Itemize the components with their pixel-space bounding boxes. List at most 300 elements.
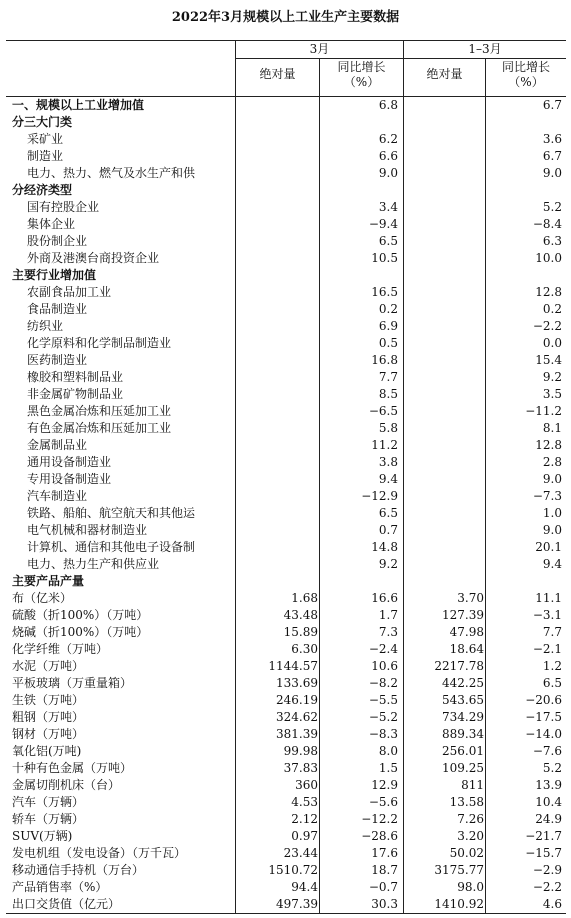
cell-yoy-growth: 8.0 — [378, 744, 398, 758]
header-abs-march: 绝对量 — [259, 67, 296, 81]
cell-absolute-value — [236, 335, 318, 352]
cell-absolute-value — [404, 556, 484, 573]
cell-yoy-growth: −2.1 — [532, 642, 562, 656]
cell-absolute-value: 23.44 — [283, 846, 318, 860]
cell-yoy-growth: 6.9 — [378, 319, 398, 333]
table-row — [0, 556, 571, 573]
cell-absolute-value: 99.98 — [283, 744, 318, 758]
cell-yoy-growth: −6.5 — [368, 404, 398, 418]
cell-yoy-growth: −8.2 — [368, 676, 398, 690]
cell-yoy-growth: −17.5 — [525, 710, 562, 724]
table-row — [0, 607, 571, 624]
cell-absolute-value — [404, 335, 484, 352]
cell-absolute-value: 3.70 — [457, 591, 484, 605]
cell-absolute-value — [236, 114, 318, 131]
cell-yoy-growth: −20.6 — [525, 693, 562, 707]
header-yoy-q1 — [486, 60, 566, 90]
row-label: 非金属矿物制品业 — [27, 387, 124, 401]
cell-yoy-growth: −2.4 — [368, 642, 398, 656]
table-row — [0, 182, 571, 199]
table-row — [0, 284, 571, 301]
cell-absolute-value — [404, 369, 484, 386]
cell-yoy-growth: 1.0 — [542, 506, 562, 520]
row-label: 主要行业增加值 — [12, 268, 97, 282]
cell-absolute-value — [404, 165, 484, 182]
table-row — [0, 624, 571, 641]
cell-absolute-value — [404, 216, 484, 233]
cell-yoy-growth: 3.6 — [542, 132, 562, 146]
row-label: 外商及港澳台商投资企业 — [27, 251, 160, 265]
row-label: 汽车制造业 — [27, 489, 88, 503]
table-row — [0, 658, 571, 675]
cell-absolute-value — [236, 301, 318, 318]
cell-yoy-growth: 3.4 — [378, 200, 398, 214]
cell-yoy-growth: 0.2 — [542, 302, 562, 316]
cell-yoy-growth: 6.8 — [378, 98, 398, 112]
cell-absolute-value: 133.69 — [276, 676, 318, 690]
cell-absolute-value — [236, 488, 318, 505]
row-label: 电力、热力、燃气及水生产和供 — [27, 166, 196, 180]
cell-absolute-value — [236, 216, 318, 233]
cell-yoy-growth: 10.5 — [371, 251, 398, 265]
cell-yoy-growth: 0.0 — [542, 336, 562, 350]
table-row — [0, 590, 571, 607]
table-row — [0, 114, 571, 131]
cell-absolute-value: 109.25 — [442, 761, 484, 775]
cell-absolute-value — [236, 182, 318, 199]
header-yoy-line2: （%） — [343, 75, 380, 89]
header-yoy-line2: （%） — [508, 75, 544, 89]
cell-absolute-value — [404, 97, 484, 114]
row-label: 分经济类型 — [12, 183, 73, 197]
cell-yoy-growth — [486, 114, 562, 131]
cell-absolute-value: 15.89 — [283, 625, 318, 639]
cell-absolute-value: 497.39 — [276, 897, 318, 911]
table-row — [0, 250, 571, 267]
table-top-rule — [6, 40, 566, 41]
cell-yoy-growth: 16.6 — [371, 591, 398, 605]
cell-absolute-value: 2.12 — [291, 812, 318, 826]
row-label: 产品销售率（%） — [12, 880, 108, 894]
cell-yoy-growth: 15.4 — [535, 353, 562, 367]
cell-yoy-growth: 6.2 — [378, 132, 398, 146]
table-row — [0, 539, 571, 556]
table-row — [0, 199, 571, 216]
cell-absolute-value — [236, 352, 318, 369]
cell-absolute-value — [404, 148, 484, 165]
header-abs-q1: 绝对量 — [426, 67, 463, 81]
table-row — [0, 573, 571, 590]
row-label: 氧化铝(万吨) — [12, 744, 82, 758]
cell-yoy-growth: 13.9 — [535, 778, 562, 792]
cell-absolute-value: 442.25 — [442, 676, 484, 690]
cell-yoy-growth: 18.7 — [371, 863, 398, 877]
cell-yoy-growth: 3.8 — [378, 455, 398, 469]
cell-absolute-value: 543.65 — [442, 693, 484, 707]
table-row — [0, 454, 571, 471]
row-label: 铁路、船舶、航空航天和其他运 — [27, 506, 196, 520]
cell-absolute-value: 1.68 — [291, 591, 318, 605]
row-label: 十种有色金属（万吨） — [12, 761, 133, 775]
row-label: 电力、热力生产和供应业 — [27, 557, 160, 571]
cell-yoy-growth: 0.5 — [378, 336, 398, 350]
cell-absolute-value — [236, 148, 318, 165]
cell-yoy-growth: 9.0 — [542, 523, 562, 537]
table-row — [0, 777, 571, 794]
cell-absolute-value — [404, 454, 484, 471]
table-row — [0, 845, 571, 862]
cell-yoy-growth: 10.4 — [535, 795, 562, 809]
row-label: 生铁（万吨） — [12, 693, 85, 707]
row-label: 汽车（万辆） — [12, 795, 85, 809]
cell-absolute-value — [404, 403, 484, 420]
table-row — [0, 148, 571, 165]
cell-absolute-value: 889.34 — [442, 727, 484, 741]
row-label: 医药制造业 — [27, 353, 88, 367]
cell-yoy-growth: −2.2 — [532, 319, 562, 333]
table-row — [0, 233, 571, 250]
header-group-q1: 1–3月 — [468, 42, 502, 56]
cell-yoy-growth: 6.6 — [378, 149, 398, 163]
table-row — [0, 216, 571, 233]
cell-yoy-growth: −21.7 — [525, 829, 562, 843]
row-label: 一、规模以上工业增加值 — [12, 98, 145, 112]
row-label: 通用设备制造业 — [27, 455, 112, 469]
cell-yoy-growth: −9.4 — [368, 217, 398, 231]
cell-yoy-growth: 12.8 — [535, 285, 562, 299]
cell-yoy-growth: −12.9 — [361, 489, 398, 503]
cell-yoy-growth: 8.5 — [378, 387, 398, 401]
cell-absolute-value — [404, 284, 484, 301]
cell-yoy-growth: −5.6 — [368, 795, 398, 809]
cell-yoy-growth — [320, 182, 398, 199]
cell-absolute-value — [404, 573, 484, 590]
cell-absolute-value — [236, 454, 318, 471]
cell-yoy-growth: 16.5 — [371, 285, 398, 299]
cell-yoy-growth: 1.2 — [542, 659, 562, 673]
cell-yoy-growth: −5.5 — [368, 693, 398, 707]
row-label: 采矿业 — [27, 132, 64, 146]
row-label: 金属切削机床（台） — [12, 778, 121, 792]
cell-absolute-value: 246.19 — [276, 693, 318, 707]
row-label: 制造业 — [27, 149, 64, 163]
cell-yoy-growth — [486, 267, 562, 284]
row-label: 布（亿米） — [12, 591, 73, 605]
row-label: 移动通信手持机（万台） — [12, 863, 145, 877]
cell-absolute-value — [236, 403, 318, 420]
cell-absolute-value — [404, 114, 484, 131]
cell-absolute-value — [236, 165, 318, 182]
table-row — [0, 675, 571, 692]
table-row — [0, 386, 571, 403]
cell-absolute-value — [236, 420, 318, 437]
cell-yoy-growth: 1.7 — [378, 608, 398, 622]
row-label: 食品制造业 — [27, 302, 88, 316]
cell-yoy-growth: 3.5 — [542, 387, 562, 401]
cell-yoy-growth: −2.9 — [532, 863, 562, 877]
table-row — [0, 522, 571, 539]
cell-absolute-value — [236, 233, 318, 250]
row-label: 金属制品业 — [27, 438, 88, 452]
row-label: 有色金属冶炼和压延加工业 — [27, 421, 172, 435]
cell-yoy-growth: 0.2 — [378, 302, 398, 316]
cell-absolute-value: 4.53 — [291, 795, 318, 809]
cell-yoy-growth: 6.5 — [542, 676, 562, 690]
cell-yoy-growth: 9.2 — [378, 557, 398, 571]
cell-yoy-growth: 12.8 — [535, 438, 562, 452]
row-label: 出口交货值（亿元） — [12, 897, 121, 911]
cell-yoy-growth: −12.2 — [361, 812, 398, 826]
table-row — [0, 692, 571, 709]
cell-absolute-value — [404, 182, 484, 199]
cell-absolute-value — [236, 437, 318, 454]
table-row — [0, 437, 571, 454]
table-row — [0, 760, 571, 777]
cell-absolute-value — [236, 318, 318, 335]
table-row — [0, 352, 571, 369]
cell-absolute-value — [236, 471, 318, 488]
cell-yoy-growth: 30.3 — [371, 897, 398, 911]
cell-absolute-value — [404, 522, 484, 539]
table-row — [0, 165, 571, 182]
cell-yoy-growth: 5.2 — [542, 761, 562, 775]
cell-yoy-growth: 7.7 — [378, 370, 398, 384]
row-label: 发电机组（发电设备）（万千瓦） — [12, 846, 187, 860]
table-row — [0, 488, 571, 505]
header-yoy-line1: 同比增长 — [337, 60, 386, 74]
cell-absolute-value: 127.39 — [442, 608, 484, 622]
cell-absolute-value — [236, 267, 318, 284]
cell-absolute-value: 0.97 — [291, 829, 318, 843]
cell-absolute-value — [404, 539, 484, 556]
row-label: 集体企业 — [27, 217, 76, 231]
table-row — [0, 301, 571, 318]
cell-absolute-value: 98.0 — [457, 880, 484, 894]
cell-yoy-growth — [320, 267, 398, 284]
cell-absolute-value — [404, 131, 484, 148]
cell-absolute-value — [236, 250, 318, 267]
table-row — [0, 369, 571, 386]
cell-yoy-growth: −3.1 — [532, 608, 562, 622]
cell-absolute-value: 360 — [295, 778, 318, 792]
cell-absolute-value — [404, 386, 484, 403]
cell-absolute-value — [404, 318, 484, 335]
table-row — [0, 471, 571, 488]
table-row — [0, 267, 571, 284]
table-row — [0, 879, 571, 896]
row-label: 粗钢（万吨） — [12, 710, 85, 724]
row-label: 平板玻璃（万重量箱） — [12, 676, 133, 690]
cell-absolute-value — [236, 505, 318, 522]
cell-yoy-growth: 9.2 — [542, 370, 562, 384]
cell-absolute-value: 43.48 — [283, 608, 318, 622]
cell-absolute-value — [404, 352, 484, 369]
row-label: 轿车（万辆） — [12, 812, 85, 826]
cell-absolute-value — [236, 386, 318, 403]
cell-yoy-growth: 8.1 — [542, 421, 562, 435]
header-group-march: 3月 — [309, 42, 330, 56]
cell-yoy-growth: 14.8 — [371, 540, 398, 554]
group-divider — [236, 58, 566, 59]
row-label: 主要产品产量 — [12, 574, 85, 588]
cell-absolute-value: 47.98 — [449, 625, 484, 639]
cell-yoy-growth — [320, 114, 398, 131]
cell-yoy-growth: 9.4 — [378, 472, 398, 486]
table-row — [0, 403, 571, 420]
row-label: 专用设备制造业 — [27, 472, 112, 486]
cell-absolute-value: 256.01 — [442, 744, 484, 758]
row-label: 化学原料和化学制品制造业 — [27, 336, 172, 350]
table-row — [0, 131, 571, 148]
cell-yoy-growth: −7.3 — [532, 489, 562, 503]
cell-yoy-growth — [320, 573, 398, 590]
table-row — [0, 862, 571, 879]
cell-absolute-value — [404, 233, 484, 250]
row-label: 农副食品加工业 — [27, 285, 112, 299]
row-label: 电气机械和器材制造业 — [27, 523, 148, 537]
cell-yoy-growth: −11.2 — [525, 404, 562, 418]
cell-yoy-growth: 6.3 — [542, 234, 562, 248]
table-row — [0, 743, 571, 760]
table-row — [0, 709, 571, 726]
cell-absolute-value — [236, 573, 318, 590]
cell-yoy-growth: 9.4 — [542, 557, 562, 571]
cell-absolute-value — [404, 437, 484, 454]
cell-absolute-value — [404, 505, 484, 522]
row-label: 钢材（万吨） — [12, 727, 85, 741]
cell-absolute-value — [236, 539, 318, 556]
row-label: 计算机、通信和其他电子设备制 — [27, 540, 196, 554]
table-row — [0, 811, 571, 828]
cell-yoy-growth: −15.7 — [525, 846, 562, 860]
cell-yoy-growth: 11.1 — [535, 591, 562, 605]
cell-yoy-growth: 10.0 — [535, 251, 562, 265]
table-row — [0, 828, 571, 845]
cell-absolute-value: 37.83 — [283, 761, 318, 775]
cell-absolute-value — [404, 471, 484, 488]
cell-yoy-growth: −8.4 — [532, 217, 562, 231]
table-row — [0, 896, 571, 913]
cell-absolute-value: 6.30 — [291, 642, 318, 656]
cell-absolute-value: 324.62 — [276, 710, 318, 724]
cell-absolute-value: 50.02 — [449, 846, 484, 860]
cell-yoy-growth: 6.7 — [542, 98, 562, 112]
table-bottom-rule — [6, 913, 566, 914]
cell-yoy-growth: 20.1 — [535, 540, 562, 554]
cell-absolute-value — [404, 488, 484, 505]
cell-yoy-growth: 5.2 — [542, 200, 562, 214]
row-label: 烧碱（折100%）（万吨） — [12, 625, 149, 639]
cell-yoy-growth — [486, 182, 562, 199]
cell-absolute-value: 1410.92 — [434, 897, 484, 911]
cell-absolute-value — [236, 556, 318, 573]
cell-absolute-value: 2217.78 — [434, 659, 484, 673]
cell-yoy-growth: 10.6 — [371, 659, 398, 673]
cell-yoy-growth: 5.8 — [378, 421, 398, 435]
row-label: 黑色金属冶炼和压延加工业 — [27, 404, 172, 418]
cell-absolute-value — [404, 199, 484, 216]
cell-absolute-value: 1144.57 — [268, 659, 318, 673]
row-label: SUV(万辆) — [12, 829, 73, 843]
cell-yoy-growth: 2.8 — [542, 455, 562, 469]
cell-yoy-growth: 6.5 — [378, 234, 398, 248]
cell-yoy-growth: 9.0 — [542, 166, 562, 180]
cell-yoy-growth: −7.6 — [532, 744, 562, 758]
cell-absolute-value — [236, 199, 318, 216]
cell-yoy-growth: −8.3 — [368, 727, 398, 741]
cell-yoy-growth: 16.8 — [371, 353, 398, 367]
cell-yoy-growth: −0.7 — [368, 880, 398, 894]
cell-yoy-growth: 6.7 — [542, 149, 562, 163]
cell-yoy-growth: −14.0 — [525, 727, 562, 741]
cell-yoy-growth: −28.6 — [361, 829, 398, 843]
cell-yoy-growth: 17.6 — [371, 846, 398, 860]
row-label: 化学纤维（万吨） — [12, 642, 109, 656]
row-label: 纺织业 — [27, 319, 64, 333]
table-row — [0, 335, 571, 352]
cell-yoy-growth: −5.2 — [368, 710, 398, 724]
cell-absolute-value — [404, 420, 484, 437]
row-label: 硫酸（折100%）（万吨） — [12, 608, 149, 622]
cell-absolute-value: 3175.77 — [434, 863, 484, 877]
row-label: 股份制企业 — [27, 234, 88, 248]
header-yoy-line1: 同比增长 — [501, 60, 550, 74]
table-row — [0, 726, 571, 743]
header-yoy-march — [320, 60, 403, 90]
table-row — [0, 420, 571, 437]
cell-absolute-value — [236, 522, 318, 539]
cell-absolute-value: 13.58 — [449, 795, 484, 809]
row-label: 橡胶和塑料制品业 — [27, 370, 124, 384]
cell-yoy-growth: 7.7 — [542, 625, 562, 639]
cell-yoy-growth: 12.9 — [371, 778, 398, 792]
cell-absolute-value — [236, 131, 318, 148]
table-row — [0, 318, 571, 335]
table-row — [0, 505, 571, 522]
cell-absolute-value — [404, 267, 484, 284]
cell-absolute-value — [404, 301, 484, 318]
table-row — [0, 794, 571, 811]
cell-yoy-growth: 11.2 — [371, 438, 398, 452]
table-row — [0, 641, 571, 658]
cell-yoy-growth: 24.9 — [535, 812, 562, 826]
cell-yoy-growth: 0.7 — [378, 523, 398, 537]
cell-absolute-value: 381.39 — [276, 727, 318, 741]
cell-absolute-value: 811 — [461, 778, 484, 792]
cell-yoy-growth — [486, 573, 562, 590]
cell-absolute-value — [236, 369, 318, 386]
cell-absolute-value: 734.29 — [442, 710, 484, 724]
cell-absolute-value: 3.20 — [457, 829, 484, 843]
table-row — [0, 97, 571, 114]
cell-absolute-value — [404, 250, 484, 267]
cell-yoy-growth: 4.6 — [542, 897, 562, 911]
cell-yoy-growth: 1.5 — [378, 761, 398, 775]
cell-absolute-value: 94.4 — [291, 880, 318, 894]
row-label: 国有控股企业 — [27, 200, 100, 214]
cell-yoy-growth: −2.2 — [532, 880, 562, 894]
row-label: 水泥（万吨） — [12, 659, 85, 673]
cell-absolute-value — [236, 97, 318, 114]
page-title: 2022年3月规模以上工业生产主要数据 — [171, 10, 400, 25]
cell-absolute-value — [236, 284, 318, 301]
cell-yoy-growth: 9.0 — [378, 166, 398, 180]
cell-absolute-value: 7.26 — [457, 812, 484, 826]
cell-yoy-growth: 7.3 — [378, 625, 398, 639]
cell-absolute-value: 18.64 — [449, 642, 484, 656]
cell-absolute-value: 1510.72 — [268, 863, 318, 877]
row-label: 分三大门类 — [12, 115, 73, 129]
